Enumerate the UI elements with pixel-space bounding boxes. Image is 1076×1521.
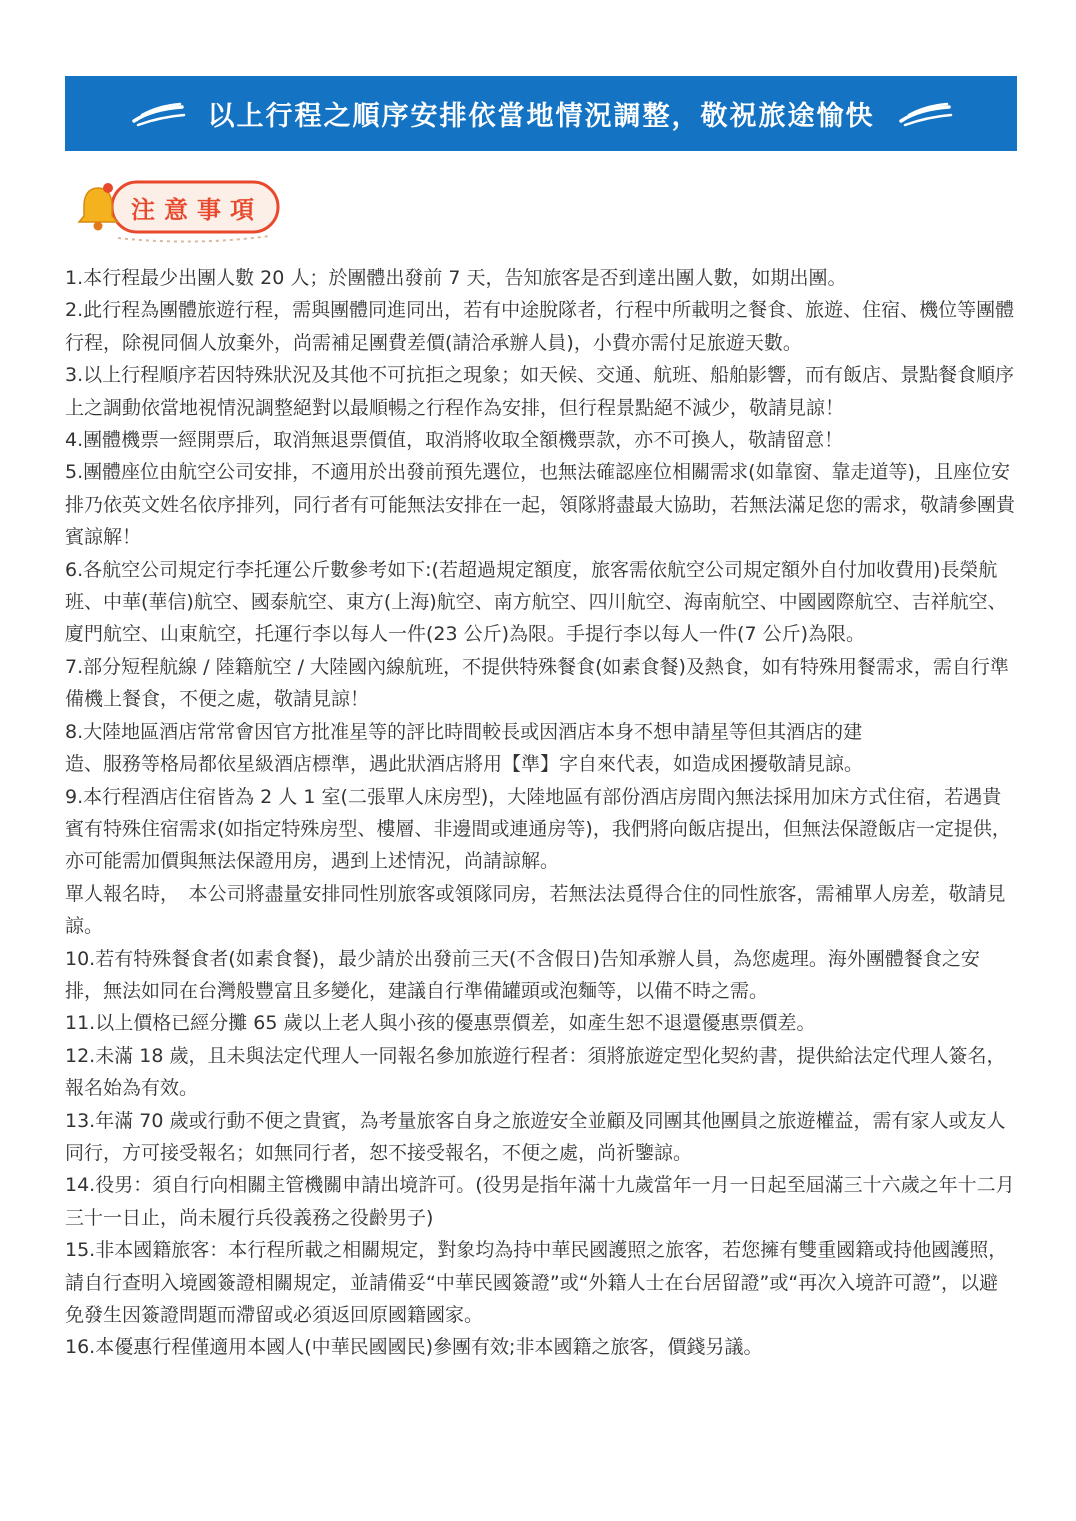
note-item: 10.若有特殊餐食者(如素食餐)，最少請於出發前三天(不含假日)告知承辦人員，為您處理。海外團體餐食之安排，無法如同在台灣般豐富且多變化，建議自行準備罐頭或泡麵等，以備不時之需。 (65, 947, 980, 1002)
wave-logo-icon (897, 101, 953, 127)
note-item: 2.此行程為團體旅遊行程，需與團體同進同出，若有中途脫隊者，行程中所載明之餐食、旅遊、住宿、機位等團體行程，除視同個人放棄外，尚需補足團費差價(請洽承辦人員)，小費亦需付足旅遊天數。 (65, 299, 1015, 354)
note-item: 12.未滿 18 歲，且未與法定代理人一同報名參加旅遊行程者：須將旅遊定型化契約書，提供給法定代理人簽名，報名始為有效。 (65, 1044, 1006, 1100)
note-item: 7.部分短程航線 / 陸籍航空 / 大陸國內線航班，不提供特殊餐食(如素食餐)及熱食，如有特殊用餐需求，需自行準備機上餐食，不便之處，敬請見諒！ (65, 655, 1009, 711)
note-item: 1.本行程最少出團人數 20 人；於團體出發前 7 天，告知旅客是否到達出團人數，如期出團。 (65, 267, 847, 289)
note-item: 13.年滿 70 歲或行動不便之貴賓，為考量旅客自身之旅遊安全並顧及同團其他團員之旅遊權益，需有家人或友人同行，方可接受報名；如無同行者，恕不接受報名，不便之處，尚祈鑒諒。 (65, 1109, 1006, 1164)
bell-icon (76, 182, 120, 234)
note-item: 16.本優惠行程僅適用本國人(中華民國國民)參團有效;非本國籍之旅客，價錢另議。 (65, 1336, 763, 1359)
note-item: 4.團體機票一經開票后，取消無退票價值，取消將收取全額機票款，亦不可換人，敬請留意！ (65, 429, 844, 452)
note-item: 9.本行程酒店住宿皆為 2 人 1 室(二張單人床房型)，大陸地區有部份酒店房間內無法採用加床方式住宿，若遇貴賓有特殊住宿需求(如指定特殊房型、樓層、非邊間或連通房等)，我們將向飯店提出，但無法保證飯店一定提供，亦可能需加價與無法保證用房，遇到上述情況，尚請諒解。 (65, 785, 1011, 873)
note-item: 6.各航空公司規定行李托運公斤數參考如下:(若超過規定額度，旅客需依航空公司規定額外自付加收費用)長榮航班、中華(華信)航空、國泰航空、東方(上海)航空、南方航空、四川航空、海南航空、中國國際航空、吉祥航空、廈門航空、山東航空，托運行李以每人一件(23 公斤)為限。手提行李以每人一件(7 公斤)為限。 (65, 558, 1007, 646)
notes-list (65, 262, 1017, 1364)
banner-title: 以上行程之順序安排依當地情況調整，敬祝旅途愉快 (207, 101, 875, 132)
header-banner (65, 76, 1017, 151)
note-item: 14.役男：須自行向相關主管機關申請出境許可。(役男是指年滿十九歲當年一月一日起至屆滿三十六歲之年十二月三十一日止，尚未履行兵役義務之役齡男子) (65, 1174, 1015, 1229)
note-item: 8.大陸地區酒店常常會因官方批准星等的評比時間較長或因酒店本身不想申請星等但其酒店的建 造、服務等格局都依星級酒店標準，遇此狀酒店將用【準】字自來代表，如造成困擾敬請見諒。 (65, 720, 864, 776)
note-item: 5.團體座位由航空公司安排，不適用於出發前預先選位，也無法確認座位相關需求(如靠窗、靠走道等)，且座位安排乃依英文姓名依序排列，同行者有可能無法安排在一起，領隊將盡最大協助，若無法滿足您的需求，敬請參團貴賓諒解！ (65, 461, 1016, 549)
note-item: 3.以上行程順序若因特殊狀況及其他不可抗拒之現象；如天候、交通、航班、船舶影響，而有飯店、景點餐食順序上之調動依當地視情況調整絕對以最順暢之行程作為安排，但行程景點絕不減少，敬請見諒！ (65, 364, 1015, 419)
notice-heading (74, 176, 284, 244)
note-item: 11.以上價格已經分攤 65 歲以上老人與小孩的優惠票價差，如產生恕不退還優惠票價差。 (65, 1012, 816, 1035)
wave-logo-icon (130, 101, 186, 127)
note-item: 15.非本國籍旅客：本行程所載之相關規定，對象均為持中華民國護照之旅客，若您擁有雙重國籍或持他國護照，請自行查明入境國簽證相關規定，並請備妥“中華民國簽證”或“外籍人士在台居留證”或“再次入境許可證”，以避免發生因簽證問題而滯留或必須返回原國籍國家。 (65, 1239, 1008, 1326)
note-item: 單人報名時， 本公司將盡量安排同性別旅客或領隊同房，若無法法覓得合住的同性旅客，需補單人房差，敬請見諒。 (65, 882, 1006, 938)
notice-label: 注意事項 (131, 195, 263, 224)
